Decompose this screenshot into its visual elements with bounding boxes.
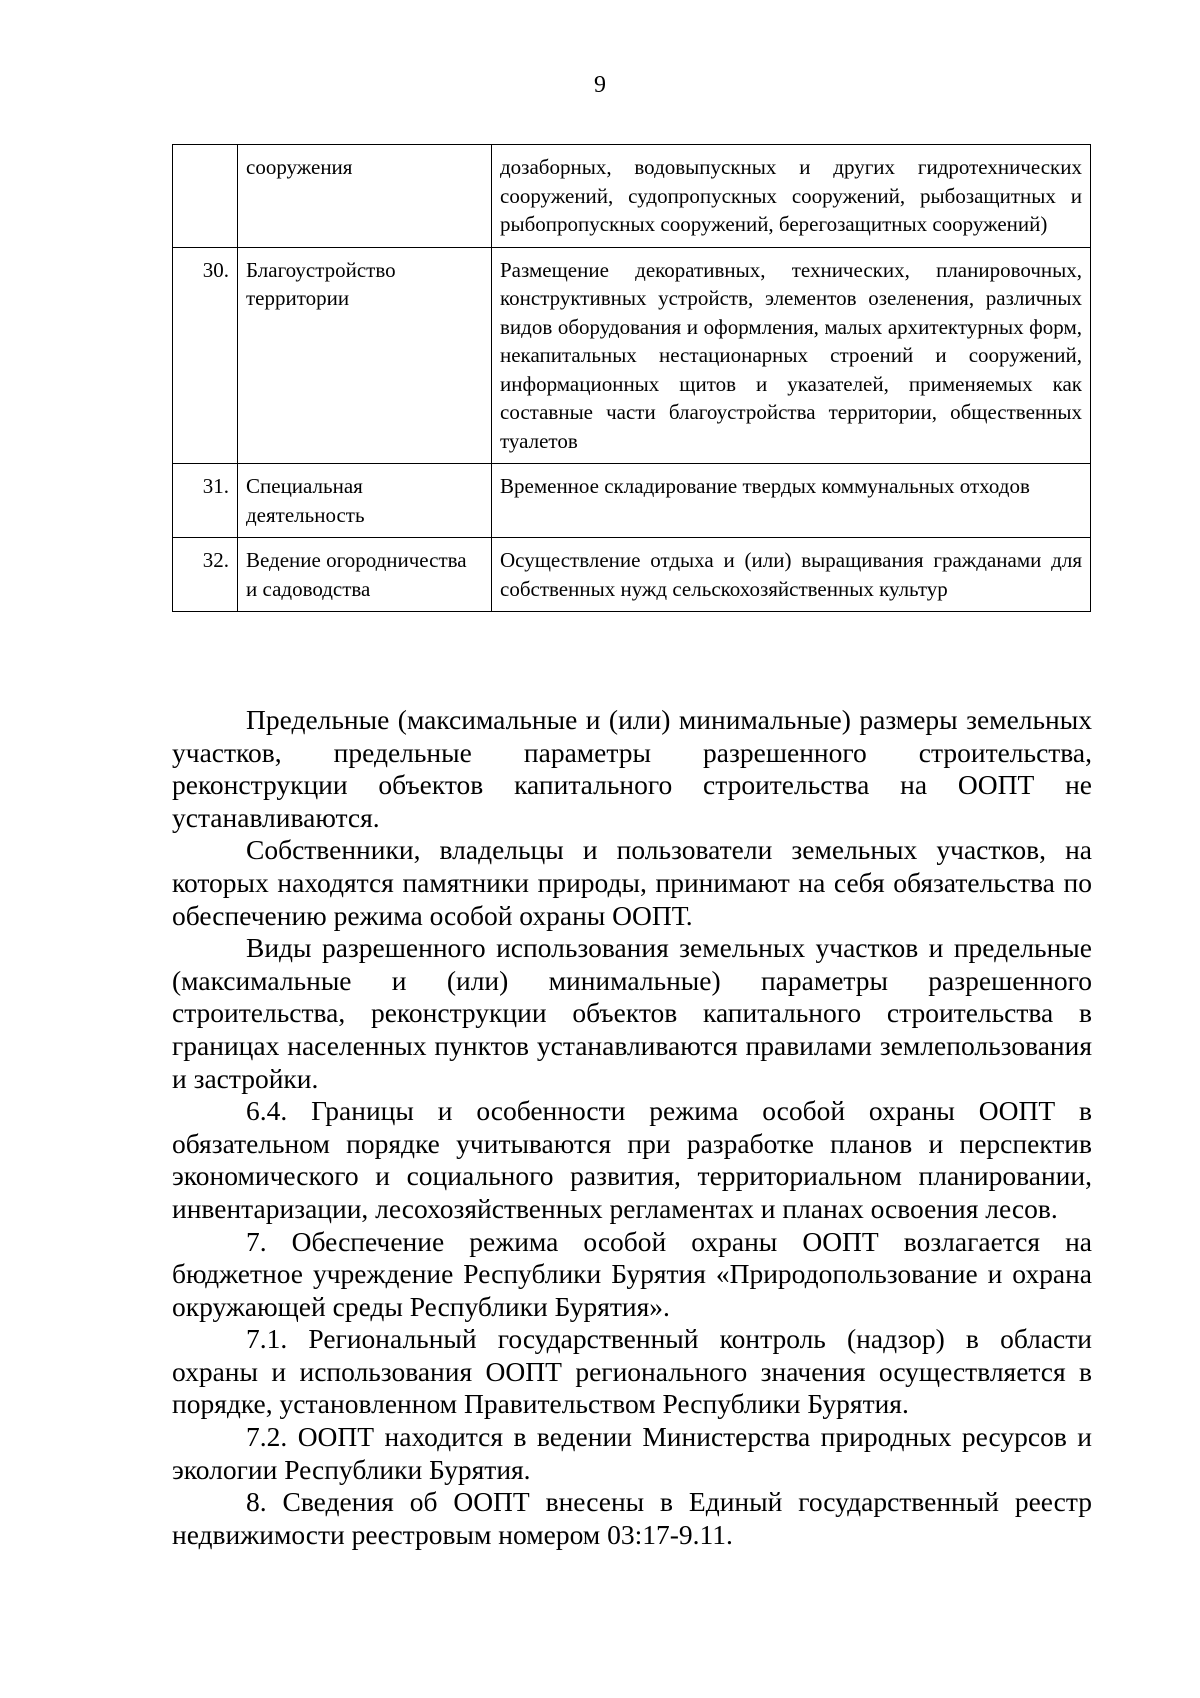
row-number-cell: 31. (173, 464, 238, 538)
use-description-cell: Осуществление отдыха и (или) выращивания гражданами для собственных нужд сельскохозяйственных культур (492, 538, 1091, 612)
row-number-cell: 30. (173, 247, 238, 464)
paragraph-8: 8. Сведения об ООПТ внесены в Единый государственный реестр недвижимости реестровым номером 03:17-9.11. (172, 1486, 1092, 1550)
page-number: 9 (594, 72, 606, 98)
document-body (172, 704, 1092, 1551)
use-type-cell: Ведение огородничества и садоводства (238, 538, 492, 612)
paragraph-size-limits: Предельные (максимальные и (или) минимальные) размеры земельных участков, предельные параметры разрешенного строительства, реконструкции объектов капитального строительства на ООПТ не устанавливаются. (172, 704, 1092, 833)
use-type-cell: Специальная деятельность (238, 464, 492, 538)
table-row (173, 464, 1091, 538)
paragraph-7-1: 7.1. Региональный государственный контроль (надзор) в области охраны и использования ООПТ регионального значения осуществляется в порядке, установленном Правительством Республики Бурятия. (172, 1323, 1092, 1420)
table-row (173, 247, 1091, 464)
use-type-cell: Благоустройство территории (238, 247, 492, 464)
paragraph-6-4: 6.4. Границы и особенности режима особой охраны ООПТ в обязательном порядке учитываются при разработке планов и перспектив экономического и социального развития, территориальном планировании, инвентаризации, лесохозяйственных регламентах и планах освоения лесов. (172, 1095, 1092, 1224)
use-description-cell: Размещение декоративных, технических, планировочных, конструктивных устройств, элементов озеленения, различных видов оборудования и оформления, малых архитектурных форм, некапитальных нестационарных строений и сооружений, информационных щитов и указателей, применяемых как составные части благоустройства территории, общественных туалетов (492, 247, 1091, 464)
use-type-cell: сооружения (238, 145, 492, 248)
permitted-use-table (172, 144, 1091, 612)
paragraph-7-2: 7.2. ООПТ находится в ведении Министерства природных ресурсов и экологии Республики Бурятия. (172, 1421, 1092, 1485)
table-row (173, 145, 1091, 248)
use-description-cell: дозаборных, водовыпускных и других гидротехнических сооружений, судопропускных сооружений, рыбозащитных и рыбопропускных сооружений, берегозащитных сооружений) (492, 145, 1091, 248)
row-number-cell (173, 145, 238, 248)
row-number-cell: 32. (173, 538, 238, 612)
paragraph-owners-obligations: Собственники, владельцы и пользователи земельных участков, на которых находятся памятники природы, принимают на себя обязательства по обеспечению режима особой охраны ООПТ. (172, 834, 1092, 931)
paragraph-7: 7. Обеспечение режима особой охраны ООПТ возлагается на бюджетное учреждение Республики Бурятия «Природопользование и охрана окружающей среды Республики Бурятия». (172, 1225, 1092, 1322)
table-row (173, 538, 1091, 612)
paragraph-permitted-uses: Виды разрешенного использования земельных участков и предельные (максимальные и (или) минимальные) параметры разрешенного строительства, реконструкции объектов капитального строительства в границах населенных пунктов устанавливаются правилами землепользования и застройки. (172, 932, 1092, 1094)
use-description-cell: Временное складирование твердых коммунальных отходов (492, 464, 1091, 538)
